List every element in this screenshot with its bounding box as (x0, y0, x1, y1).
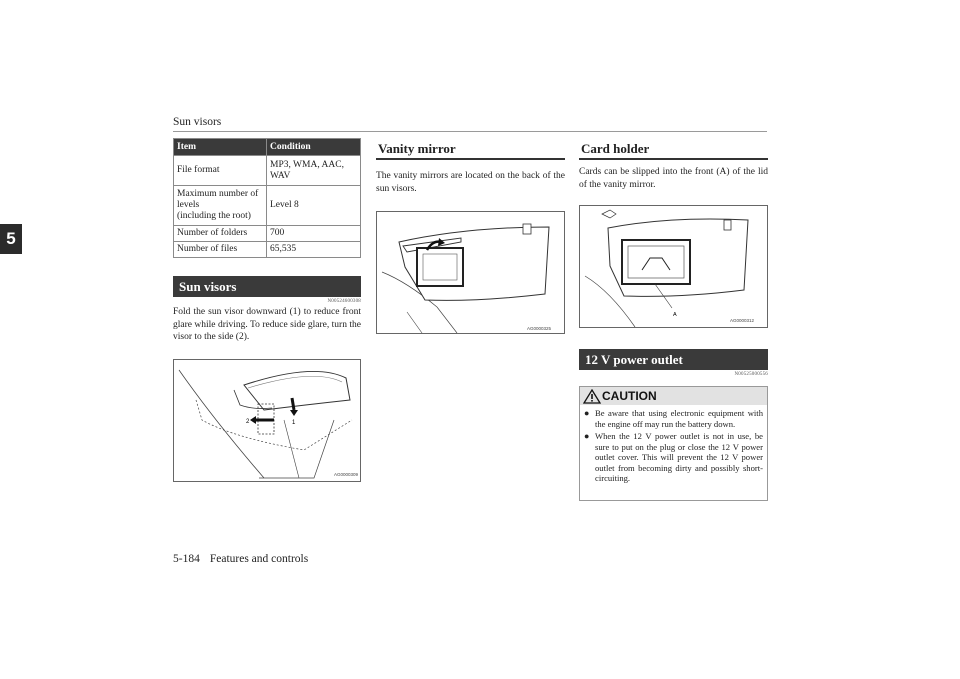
page-footer (173, 553, 318, 565)
table-header-condition: Condition (267, 139, 361, 156)
footer-section: Features and controls (209, 553, 309, 565)
sun-visors-paragraph: Fold the sun visor downward (1) to reduce front glare while driving. To reduce side glare, turn the visor to the side (2). (173, 307, 361, 342)
list-item: ● When the 12 V power outlet is not in use, be sure to put on the plug or close the 12 V power outlet cover. This will prevent the 12 V power outlet from becoming dirty and possibly short-circuiting. (584, 431, 763, 483)
callout-2: 2 (246, 419, 250, 425)
section-heading-vanity-mirror: Vanity mirror (376, 139, 565, 160)
table-row (174, 226, 361, 242)
card-holder-paragraph: Cards can be slipped into the front (A) of the lid of the vanity mirror. (579, 167, 768, 190)
header-rule (173, 131, 767, 132)
sun-visor-illustration (174, 360, 360, 481)
caution-header (580, 387, 767, 405)
doc-code: N00525000556 (734, 372, 768, 377)
vanity-mirror-figure (376, 211, 565, 334)
vanity-mirror-paragraph: The vanity mirrors are located on the back of the sun visors. (376, 171, 565, 194)
figure-code: AG0000325 (527, 326, 552, 331)
list-item: ● Be aware that using electronic equipment with the engine off may run the battery down. (584, 408, 763, 429)
doc-code: N00524600308 (327, 299, 361, 304)
table-row (174, 186, 361, 226)
figure-code: AG0000312 (730, 318, 755, 323)
table-cell: Maximum number of levels (including the root) (174, 186, 267, 226)
table-header-item: Item (174, 139, 267, 156)
chapter-tab: 5 (0, 224, 22, 254)
section-heading-sun-visors: Sun visors (173, 276, 361, 297)
section-heading-card-holder: Card holder (579, 139, 768, 160)
bullet-icon: ● (584, 431, 590, 441)
table-row (174, 156, 361, 186)
sun-visor-figure (173, 359, 361, 482)
callout-a: A (673, 312, 677, 318)
card-holder-figure (579, 205, 768, 328)
table-cell: Number of files (174, 242, 267, 258)
callout-1: 1 (292, 420, 296, 426)
caution-box (579, 386, 768, 501)
table-cell: File format (174, 156, 267, 186)
spec-table-wrapper (173, 138, 361, 258)
table-cell: Level 8 (267, 186, 361, 226)
bullet-icon: ● (584, 408, 590, 418)
table-cell: MP3, WMA, AAC, WAV (267, 156, 361, 186)
card-holder-illustration (580, 206, 767, 327)
vanity-mirror-illustration (377, 212, 564, 333)
caution-title: CAUTION (602, 389, 657, 403)
table-cell: 700 (267, 226, 361, 242)
caution-list (580, 405, 767, 490)
warning-triangle-icon (583, 389, 601, 404)
page-header-title: Sun visors (173, 116, 222, 128)
figure-code: AG0000309 (334, 472, 359, 477)
table-row (174, 242, 361, 258)
table-cell: 65,535 (267, 242, 361, 258)
table-cell: Number of folders (174, 226, 267, 242)
spec-table (173, 138, 361, 258)
page-number: 5-184 (173, 553, 200, 565)
section-heading-power-outlet: 12 V power outlet (579, 349, 768, 370)
